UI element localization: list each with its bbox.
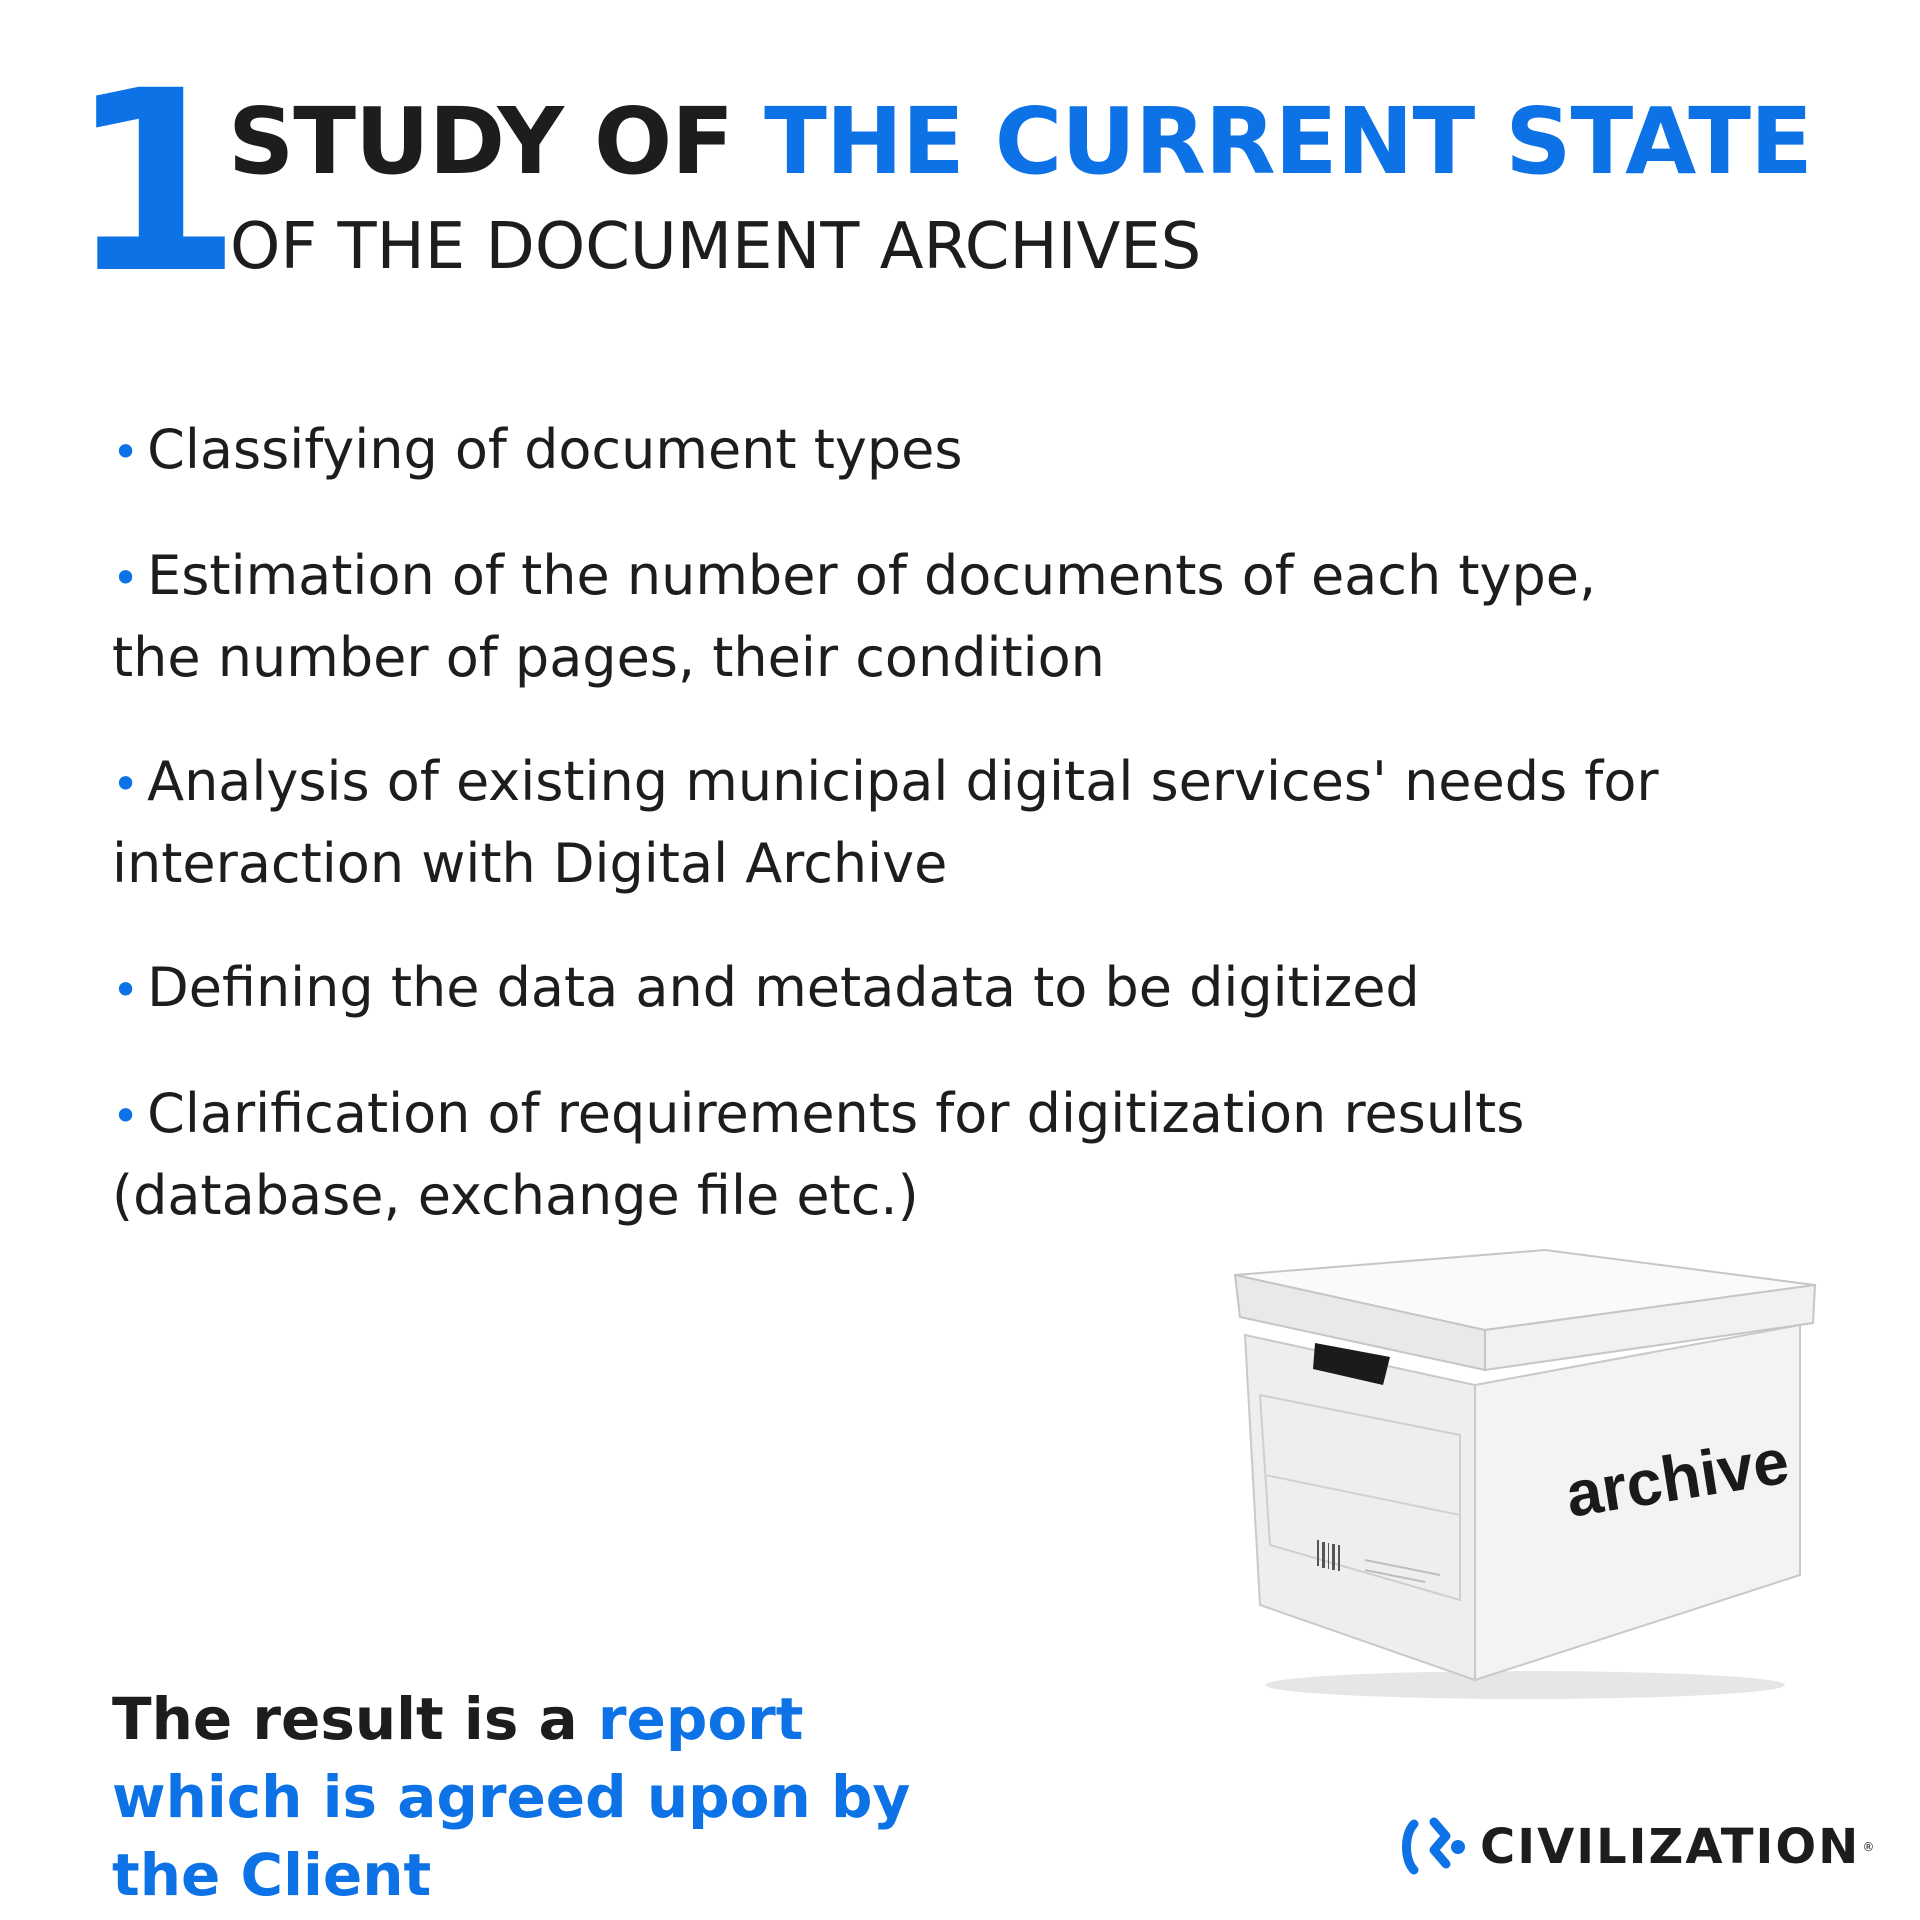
bullet-list	[112, 410, 1672, 1280]
page-title	[228, 88, 1812, 195]
registered-mark: ®	[1862, 1840, 1875, 1854]
list-item-text: Clarification of requirements for digitization results (database, exchange file etc.)	[112, 1082, 1525, 1227]
result-highlight: report which is agreed upon by the Client	[112, 1685, 911, 1909]
title-part-2: THE CURRENT STATE	[764, 88, 1812, 195]
list-item-text: Defining the data and metadata to be digitized	[147, 956, 1420, 1019]
list-item	[112, 948, 1672, 1030]
step-number: 1	[68, 37, 236, 328]
title-part-1: STUDY OF	[228, 88, 765, 195]
list-item	[112, 742, 1672, 904]
list-item-text: Classifying of document types	[147, 418, 963, 481]
list-item	[112, 536, 1672, 698]
brand-logo	[1400, 1812, 1874, 1882]
list-item	[112, 410, 1672, 492]
list-item-text: Estimation of the number of documents of each type, the number of pages, their condition	[112, 544, 1597, 689]
bullet-icon: •	[112, 757, 140, 811]
civilization-logo-icon	[1400, 1812, 1470, 1882]
bullet-icon: •	[112, 1089, 140, 1143]
result-prefix: The result is a	[112, 1685, 598, 1753]
bullet-icon: •	[112, 551, 140, 605]
result-statement	[112, 1680, 1012, 1914]
list-item	[112, 1074, 1672, 1236]
bullet-icon: •	[112, 425, 140, 479]
box-label: archive	[1560, 1424, 1794, 1531]
list-item-text: Analysis of existing municipal digital services' needs for interaction with Digital Archive	[112, 750, 1659, 895]
bullet-icon: •	[112, 963, 140, 1017]
page-subtitle: OF THE DOCUMENT ARCHIVES	[230, 210, 1202, 284]
archive-box-image	[1225, 1245, 1825, 1705]
logo-text: CIVILIZATION	[1480, 1819, 1861, 1875]
